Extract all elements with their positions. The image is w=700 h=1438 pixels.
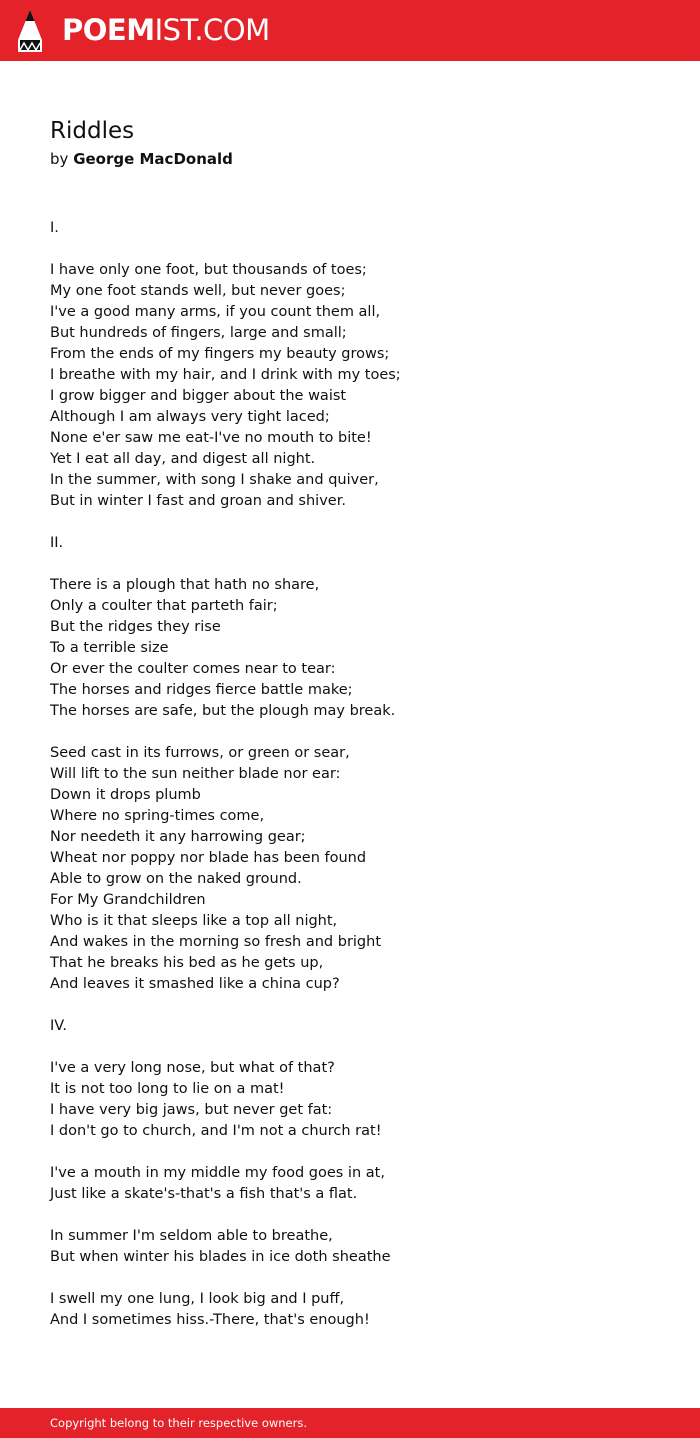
poem-line: IV.	[50, 1018, 67, 1034]
stanza-break	[50, 1142, 670, 1163]
poem-line: But the ridges they rise	[50, 619, 221, 635]
stanza-break	[50, 1268, 670, 1289]
poem-line: There is a plough that hath no share,	[50, 577, 320, 593]
poem-line: Down it drops plumb	[50, 787, 201, 803]
poem-line: Where no spring-times come,	[50, 808, 265, 824]
site-footer	[0, 1408, 700, 1438]
stanza-break	[50, 554, 670, 575]
poem-line: I've a mouth in my middle my food goes in at,	[50, 1165, 385, 1181]
poem-line: I have very big jaws, but never get fat:	[50, 1102, 333, 1118]
poem-line: For My Grandchildren	[50, 892, 206, 908]
poem-line: The horses and ridges fierce battle make;	[50, 682, 353, 698]
poem-body	[50, 218, 670, 1331]
poem-line: II.	[50, 535, 64, 551]
logo-light-text: IST.COM	[154, 13, 270, 47]
poem-line: It is not too long to lie on a mat!	[50, 1081, 285, 1097]
logo-bold-text: POEM	[62, 13, 155, 47]
poem-line: I have only one foot, but thousands of toes;	[50, 262, 367, 278]
poem-line: But when winter his blades in ice doth sheathe	[50, 1249, 391, 1265]
by-label: by	[50, 150, 69, 168]
stanza-break	[50, 1037, 670, 1058]
poem-line: None e'er saw me eat-I've no mouth to bite!	[50, 430, 372, 446]
poem-line: I've a good many arms, if you count them all,	[50, 304, 381, 320]
site-logo[interactable]	[62, 12, 270, 48]
site-header	[0, 0, 700, 61]
poem-line: To a terrible size	[50, 640, 169, 656]
stanza-break	[50, 1205, 670, 1226]
poem-line: Although I am always very tight laced;	[50, 409, 330, 425]
poem-line: Yet I eat all day, and digest all night.	[50, 451, 316, 467]
poem-line: And leaves it smashed like a china cup?	[50, 976, 340, 992]
poem-line: Nor needeth it any harrowing gear;	[50, 829, 306, 845]
stanza-break	[50, 722, 670, 743]
poem-line: I don't go to church, and I'm not a church rat!	[50, 1123, 382, 1139]
poem-line: I breathe with my hair, and I drink with my toes;	[50, 367, 401, 383]
poem-line: I.	[50, 220, 59, 236]
poem-line: In summer I'm seldom able to breathe,	[50, 1228, 333, 1244]
poem-line: That he breaks his bed as he gets up,	[50, 955, 324, 971]
poem-line: Or ever the coulter comes near to tear:	[50, 661, 336, 677]
poem-line: And I sometimes hiss.-There, that's enough!	[50, 1312, 370, 1328]
stanza-break	[50, 512, 670, 533]
poem-line: Able to grow on the naked ground.	[50, 871, 302, 887]
poem-line: Wheat nor poppy nor blade has been found	[50, 850, 367, 866]
poem-line: And wakes in the morning so fresh and bright	[50, 934, 382, 950]
poem-line: The horses are safe, but the plough may break.	[50, 703, 396, 719]
stanza-break	[50, 995, 670, 1016]
poem-line: But hundreds of fingers, large and small;	[50, 325, 347, 341]
poem-line: But in winter I fast and groan and shiver.	[50, 493, 346, 509]
poem-line: Only a coulter that parteth fair;	[50, 598, 278, 614]
poem-line: My one foot stands well, but never goes;	[50, 283, 346, 299]
poem-line: In the summer, with song I shake and quiver,	[50, 472, 379, 488]
stanza-break	[50, 239, 670, 260]
pencil-icon[interactable]	[18, 10, 42, 52]
poem-line: Who is it that sleeps like a top all night,	[50, 913, 338, 929]
poem-line: I swell my one lung, I look big and I puff,	[50, 1291, 345, 1307]
poem-line: From the ends of my fingers my beauty grows;	[50, 346, 390, 362]
poem-line: Will lift to the sun neither blade nor ear:	[50, 766, 341, 782]
poem-line: Just like a skate's-that's a fish that's a flat.	[50, 1186, 358, 1202]
poem-author: George MacDonald	[73, 150, 233, 168]
poem-title: Riddles	[50, 118, 135, 144]
poem-line: Seed cast in its furrows, or green or sear,	[50, 745, 350, 761]
poem-line: I've a very long nose, but what of that?	[50, 1060, 335, 1076]
copyright-text: Copyright belong to their respective owners.	[50, 1416, 308, 1430]
poem-line: I grow bigger and bigger about the waist	[50, 388, 347, 404]
poem-byline	[50, 149, 233, 169]
